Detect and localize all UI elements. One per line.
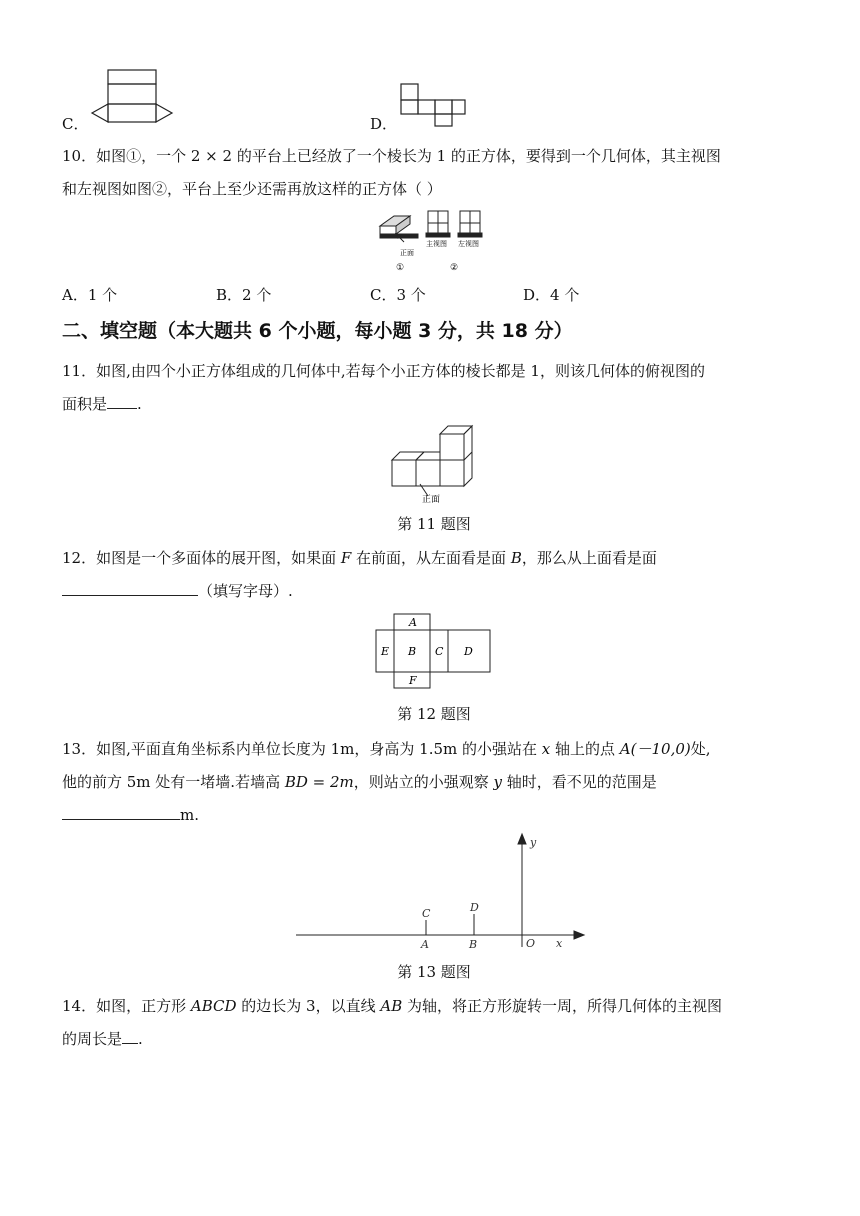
q13-y-label: y — [530, 836, 537, 849]
q11-figure — [386, 424, 482, 504]
net-label-e: E — [381, 645, 390, 658]
q13-a-label: A — [421, 938, 429, 951]
q10-line1: 10．如图①，一个 2 × 2 的平台上已经放了一个棱长为 1 的正方体，要得到一个几何体，其主视图 — [62, 147, 721, 165]
q12-caption: 第 12 题图 — [397, 705, 471, 723]
q10-figure — [376, 208, 490, 274]
q12-net-figure — [372, 612, 494, 690]
q13-caption: 第 13 题图 — [397, 963, 471, 981]
q10-option-c: C．3 个 — [370, 286, 426, 304]
q13-line2: 他的前方 5m 处有一堵墙.若墙高 BD = 2m，则站立的小强观察 y 轴时，看不见的范围是 — [62, 773, 657, 791]
net-label-b: B — [408, 645, 417, 658]
net-label-a: A — [409, 616, 417, 629]
section-title: 二、填空题（本大题共 6 个小题，每小题 3 分，共 18 分） — [62, 320, 573, 342]
q12-answer-blank[interactable] — [62, 581, 198, 596]
q14-line2: 的周长是 . — [62, 1030, 143, 1048]
q10-line2: 和左视图如图②，平台上至少还需再放这样的正方体（ ） — [62, 180, 442, 198]
q12-line2: （填写字母）. — [62, 581, 293, 601]
q13-c-label: C — [422, 907, 431, 920]
option-c-label: C． — [62, 115, 89, 133]
q13-b-label: B — [469, 938, 478, 951]
q11-line2: 面积是 . — [62, 395, 142, 413]
q13-line3: m. — [62, 805, 199, 825]
q11-line1: 11．如图,由四个小正方体组成的几何体中,若每个小正方体的棱长都是 1，则该几何体的俯视图的 — [62, 362, 705, 380]
q10-left-view-label: 左视图 — [458, 240, 479, 248]
q12-line1: 12．如图是一个多面体的展开图，如果面 F 在前面，从左面看是面 B，那么从上面看是面 — [62, 549, 657, 567]
q10-front-label: 正面 — [400, 249, 414, 257]
q13-figure — [294, 832, 588, 954]
q13-d-label: D — [470, 901, 479, 914]
q10-option-a: A．1 个 — [62, 286, 118, 304]
q10-marker-1: ① — [396, 263, 405, 273]
q13-answer-blank[interactable] — [62, 805, 180, 820]
net-label-f: F — [409, 674, 417, 687]
option-d-figure — [398, 82, 468, 128]
q13-line1: 13．如图,平面直角坐标系内单位长度为 1m，身高为 1.5m 的小强站在 x 轴上的点 A(－10,0)处, — [62, 740, 711, 758]
q10-option-d: D．4 个 — [523, 286, 580, 304]
net-label-c: C — [435, 645, 444, 658]
q11-caption: 第 11 题图 — [397, 515, 471, 533]
q10-main-view-label: 主视图 — [426, 240, 447, 248]
q11-answer-blank[interactable] — [107, 394, 137, 409]
q14-answer-blank[interactable] — [122, 1029, 138, 1044]
q14-line1: 14．如图，正方形 ABCD 的边长为 3，以直线 AB 为轴，将正方形旋转一周，所得几何体的主视图 — [62, 997, 722, 1015]
q13-origin-label: O — [526, 937, 536, 950]
q10-marker-2: ② — [450, 263, 459, 273]
q10-option-b: B．2 个 — [216, 286, 272, 304]
net-label-d: D — [464, 645, 473, 658]
q11-front-label: 正面 — [422, 495, 441, 504]
option-d-label: D． — [370, 115, 398, 133]
q13-x-label: x — [556, 937, 563, 950]
option-c-figure — [90, 68, 190, 128]
